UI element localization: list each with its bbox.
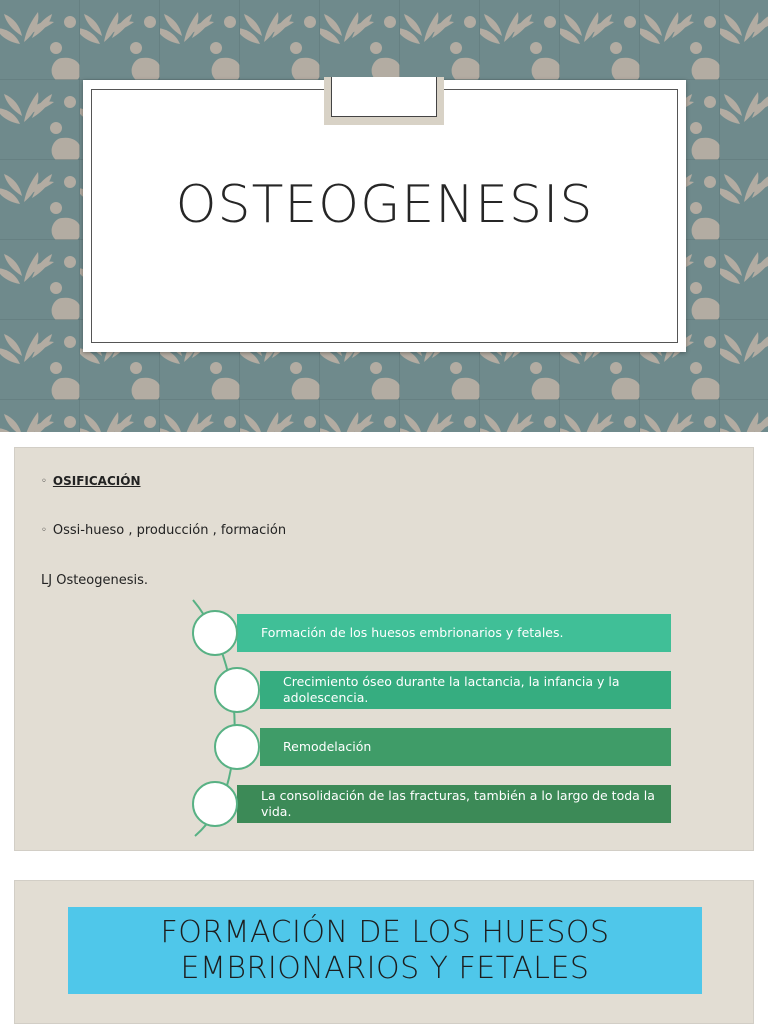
slide-title: OSTEOGENESIS: [175, 175, 594, 235]
step-circle-4: [192, 781, 238, 827]
section-title-line-2: EMBRIONARIOS Y FETALES: [180, 950, 590, 986]
line1-text: Ossi-hueso , producción , formación: [52, 523, 287, 538]
bullet-dot-icon: ◦: [41, 476, 47, 487]
title-slide: [0, 0, 768, 432]
title-card-tab: [324, 77, 444, 125]
title-card: [83, 80, 686, 352]
bullet-dot-icon: ◦: [41, 525, 47, 536]
step-circle-1: [192, 610, 238, 656]
process-step-1: Formación de los huesos embrionarios y fetales.: [237, 614, 671, 652]
step-circle-2: [214, 667, 260, 713]
content-slide: [14, 447, 754, 851]
process-step-3: Remodelación: [260, 728, 671, 766]
section-slide: [14, 880, 754, 1024]
section-title-line-1: FORMACIÓN DE LOS HUESOS: [160, 914, 610, 950]
process-step-4: La consolidación de las fracturas, también a lo largo de toda la vida.: [237, 785, 671, 823]
heading-text: OSIFICACIÓN: [52, 474, 141, 488]
title-card-tab-inner: [331, 77, 437, 117]
section-title-banner: [68, 907, 702, 994]
bullet-line-2: LJ Osteogenesis.: [41, 573, 149, 588]
step-circle-3: [214, 724, 260, 770]
process-step-2: Crecimiento óseo durante la lactancia, la infancia y la adolescencia.: [260, 671, 671, 709]
